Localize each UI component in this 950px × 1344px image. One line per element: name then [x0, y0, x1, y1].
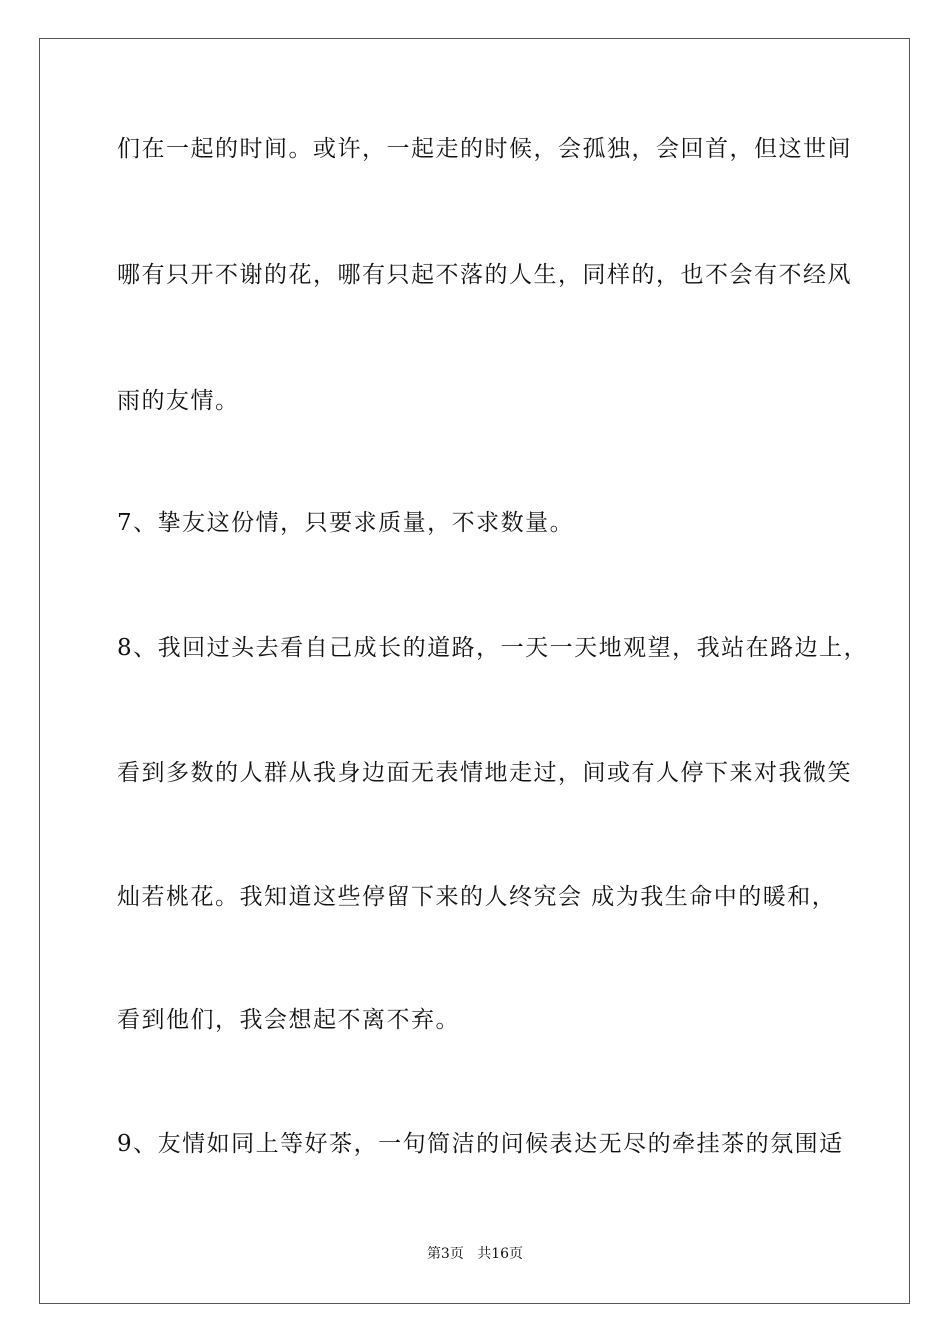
text-line-8: 看到他们，我会想起不离不弃。	[117, 1007, 460, 1033]
text-line-4: 7、挚友这份情，只要求质量，不求数量。	[117, 510, 575, 536]
total-pages-label: 共16页	[477, 1246, 524, 1262]
current-page-label: 第3页	[426, 1246, 464, 1262]
page-footer	[0, 1244, 950, 1264]
text-line-7: 灿若桃花。我知道这些停留下来的人终究会 成为我生命中的暖和，	[117, 884, 837, 910]
text-line-1: 们在一起的时间。或许，一起走的时候，会孤独，会回首，但这世间	[117, 136, 852, 162]
text-line-3: 雨的友情。	[117, 388, 240, 414]
text-line-9: 9、友情如同上等好茶，一句简洁的问候表达无尽的牵挂茶的氛围适	[117, 1131, 844, 1157]
text-line-6: 看到多数的人群从我身边面无表情地走过，间或有人停下来对我微笑	[117, 760, 852, 786]
page-border	[39, 38, 910, 1304]
text-line-2: 哪有只开不谢的花，哪有只起不落的人生，同样的，也不会有不经风	[117, 262, 852, 288]
text-line-5: 8、我回过头去看自己成长的道路，一天一天地观望，我站在路边上，	[117, 635, 869, 661]
